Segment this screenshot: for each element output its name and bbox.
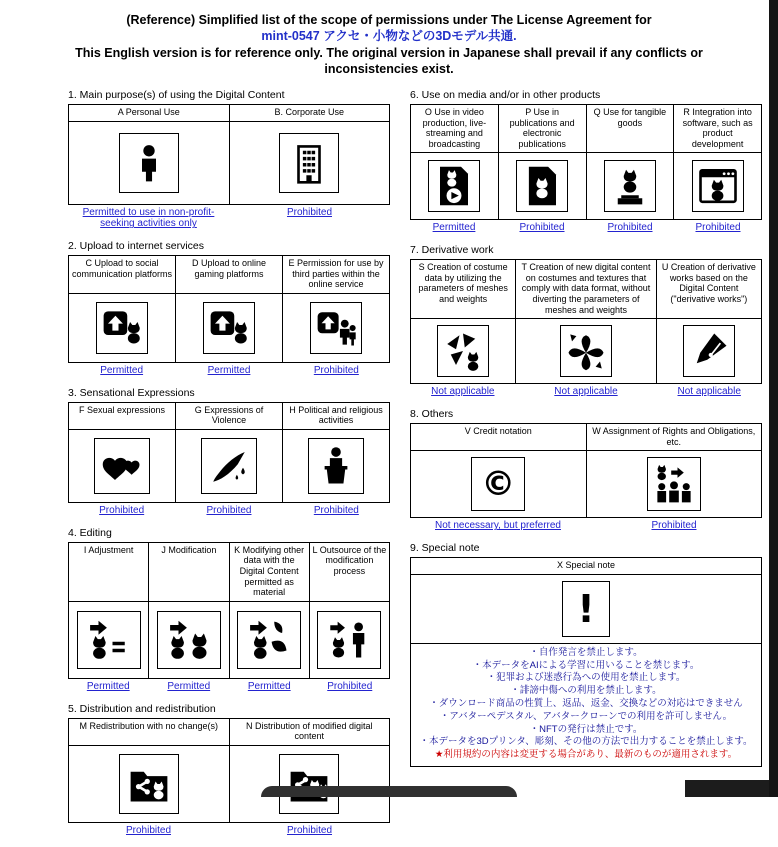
- status-label: Prohibited: [327, 680, 373, 692]
- status-label: Prohibited: [206, 505, 252, 517]
- section-title: 1. Main purpose(s) of using the Digital Content: [68, 89, 285, 101]
- cell-header: E Permission for use by third parties within the online service: [283, 256, 390, 294]
- content-columns: [68, 89, 772, 847]
- status-label: Permitted: [432, 222, 476, 234]
- pinwheel-icon: [560, 325, 612, 377]
- permission-table: [68, 718, 390, 823]
- note-line: ・誹謗中傷への利用を禁止します。: [510, 685, 662, 697]
- people-transfer-icon: [647, 457, 701, 511]
- upload-cat-icon: [96, 302, 148, 354]
- scrollbar-track[interactable]: [769, 0, 778, 797]
- cell-header: Q Use for tangible goods: [587, 105, 675, 153]
- status-label: Permitted: [167, 680, 211, 692]
- title-line-1: (Reference) Simplified list of the scope of permissions under The License Agreement for: [126, 13, 652, 27]
- knife-icon: [201, 438, 257, 494]
- status-label: Prohibited: [651, 520, 697, 532]
- arrow-cat-equals-icon: [77, 611, 141, 669]
- pen-nib-icon: [683, 325, 735, 377]
- cell-header: L Outsource of the modification process: [310, 543, 390, 602]
- status-label: Prohibited: [99, 505, 145, 517]
- share-folder-cats-icon: [279, 754, 339, 814]
- cell-header: W Assignment of Rights and Obligations, etc.: [587, 424, 763, 451]
- section-7-derivative-work: [410, 244, 762, 398]
- note-line: ・NFTの発行は禁止です。: [529, 723, 643, 735]
- section-5-distribution: [68, 703, 390, 837]
- cell-header: A Personal Use: [69, 105, 230, 122]
- cell-header: K Modifying other data with the Digital Content permitted as material: [230, 543, 310, 602]
- permission-table: [410, 104, 762, 220]
- section-title: 4. Editing: [68, 526, 112, 539]
- section-9-special-note: [410, 542, 762, 767]
- cell-header: J Modification: [149, 543, 229, 602]
- status-label: Prohibited: [286, 824, 333, 836]
- status-label: Permitted: [247, 680, 291, 692]
- cell-header: T Creation of new digital content on costumes and textures that comply with data format, without diverting the parameters of meshes and weights: [516, 260, 656, 319]
- section-6-media-products: [410, 89, 762, 234]
- permission-table: [410, 423, 762, 518]
- note-line: ・本データを3Dプリンタ、彫刻、その他の方法で出力することを禁止します。: [419, 736, 753, 748]
- status-label: Prohibited: [313, 505, 359, 517]
- upload-people-icon: [310, 302, 362, 354]
- status-label: Permitted: [100, 365, 144, 377]
- section-title: 6. Use on media and/or in other products: [410, 89, 601, 101]
- arrow-cat-swirl-icon: [237, 611, 301, 669]
- bottom-right-bar: [685, 780, 769, 797]
- permission-table: [410, 259, 762, 384]
- status-label: Permitted: [86, 680, 130, 692]
- section-title: 8. Others: [410, 408, 454, 421]
- section-title: 5. Distribution and redistribution: [68, 702, 216, 715]
- right-column: [410, 89, 762, 847]
- special-note-text: [411, 644, 762, 767]
- status-label: Not applicable: [677, 386, 741, 398]
- status-label: Permitted: [207, 365, 251, 377]
- cell-header: V Credit notation: [411, 424, 587, 451]
- section-title: 2. Upload to internet services: [68, 240, 204, 253]
- cell-header: D Upload to online gaming platforms: [176, 256, 283, 294]
- cell-header: P Use in publications and electronic publications: [499, 105, 587, 153]
- cell-header: U Creation of derivative works based on the Digital Content ("derivative works"): [657, 260, 762, 319]
- person-icon: [119, 133, 179, 193]
- status-label: Permitted to use in non-profit-seeking activities only: [82, 206, 215, 230]
- section-8-others: [410, 408, 762, 532]
- hearts-icon: [94, 438, 150, 494]
- section-title: 7. Derivative work: [410, 244, 494, 257]
- cell-header: C Upload to social communication platforms: [69, 256, 176, 294]
- copyright-icon: ©: [471, 457, 525, 511]
- status-label: Not necessary, but preferred: [435, 520, 561, 532]
- cell-header: S Creation of costume data by utilizing the parameters of meshes and weights: [411, 260, 516, 319]
- cell-header: X Special note: [411, 558, 762, 575]
- permission-table: [68, 255, 390, 363]
- note-line: ・自作発言を禁止します。: [529, 646, 643, 658]
- section-3-sensational: [68, 387, 390, 517]
- status-label: Prohibited: [519, 222, 565, 234]
- window-cat-icon: [692, 160, 744, 212]
- status-label: Not applicable: [554, 386, 618, 398]
- speaker-podium-icon: [308, 438, 364, 494]
- note-line: ・アバターペデスタル、アバタークローンでの利用を許可しません。: [439, 710, 733, 722]
- document-cat-icon: [516, 160, 568, 212]
- building-icon: [279, 133, 339, 193]
- section-1-main-purpose: [68, 89, 390, 230]
- permission-table: [68, 402, 390, 503]
- title-line-3: This English version is for reference only. The original version in Japanese shall prevail if any conflicts or inconsistencies exist.: [75, 45, 703, 76]
- cell-header: F Sexual expressions: [69, 403, 176, 430]
- status-label: Not applicable: [431, 386, 495, 398]
- section-4-editing: [68, 527, 390, 693]
- arrow-cats-icon: [157, 611, 221, 669]
- cat-person-icon: [317, 611, 381, 669]
- cell-header: R Integration into software, such as product development: [674, 105, 762, 153]
- left-column: [68, 89, 390, 847]
- note-line: ・犯罪および迷惑行為への使用を禁止します。: [486, 672, 686, 684]
- cell-header: I Adjustment: [69, 543, 149, 602]
- fabric-pieces-cat-icon: [437, 325, 489, 377]
- page-title: [48, 12, 730, 77]
- cell-header: G Expressions of Violence: [176, 403, 283, 430]
- section-2-upload: [68, 240, 390, 377]
- share-folder-cat-icon: [119, 754, 179, 814]
- status-label: Prohibited: [607, 222, 653, 234]
- status-label: Prohibited: [125, 824, 172, 836]
- document-play-cat-icon: [428, 160, 480, 212]
- note-line: ・ダウンロード商品の性質上、返品、返金、交換などの対応はできません: [429, 697, 743, 709]
- note-line-highlight: ★利用規約の内容は変更する場合があり、最新のものが適用されます。: [434, 749, 738, 761]
- special-note-table: [410, 557, 762, 767]
- upload-cat-icon: [203, 302, 255, 354]
- permission-table: [68, 542, 390, 679]
- status-label: Prohibited: [286, 206, 333, 218]
- bottom-sheet-handle[interactable]: [261, 786, 517, 797]
- cell-header: M Redistribution with no change(s): [69, 719, 230, 746]
- status-label: Prohibited: [695, 222, 741, 234]
- section-title: 3. Sensational Expressions: [68, 386, 195, 399]
- permission-table: [68, 104, 390, 205]
- cell-header: O Use in video production, live-streaming and broadcasting: [411, 105, 499, 153]
- status-label: Prohibited: [313, 365, 359, 377]
- title-product-name: mint-0547 アクセ・小物などの3Dモデル共通.: [261, 29, 517, 44]
- cell-header: N Distribution of modified digital content: [230, 719, 391, 746]
- section-title: 9. Special note: [410, 542, 480, 555]
- cell-header: B. Corporate Use: [230, 105, 391, 122]
- note-line: ・本データをAIによる学習に用いることを禁じます。: [472, 659, 700, 671]
- exclamation-icon: !: [562, 581, 610, 637]
- cat-figurine-icon: [604, 160, 656, 212]
- cell-header: H Political and religious activities: [283, 403, 390, 430]
